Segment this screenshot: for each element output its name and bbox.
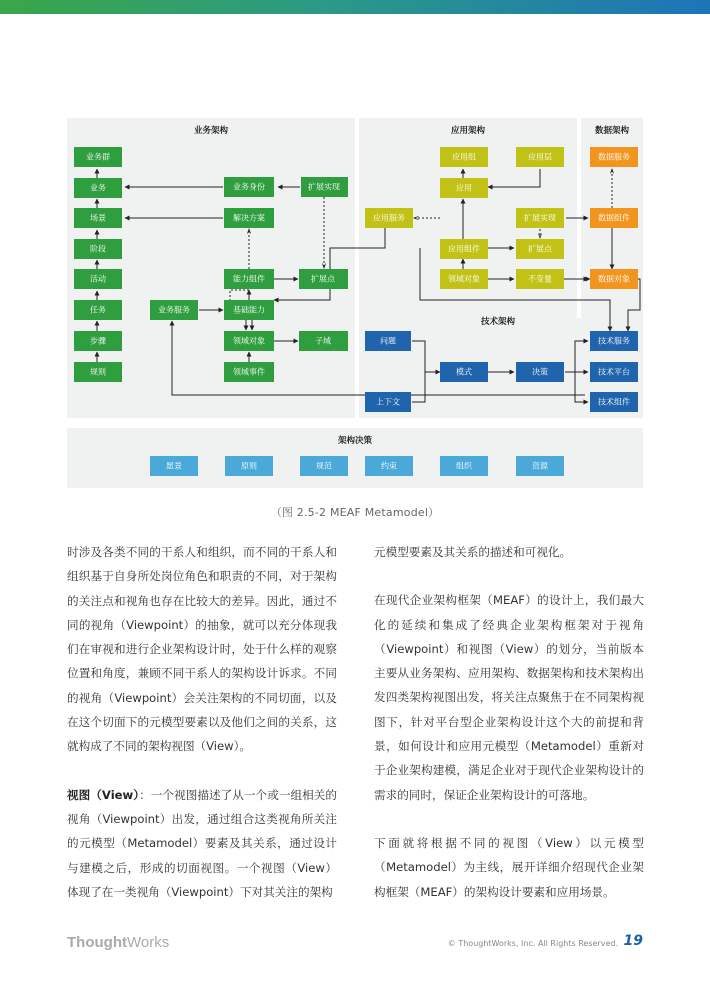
copyright-text: © ThoughtWorks, Inc. All Rights Reserved. <box>447 939 618 948</box>
node-context: 上下文 <box>376 397 400 407</box>
node-ability-component: 能力组件 <box>233 274 265 284</box>
node-data-service: 数据服务 <box>598 152 630 162</box>
figure-caption: （图 2.5-2 MEAF Metamodel） <box>270 506 440 519</box>
technology-section-title: 技术架构 <box>480 317 516 327</box>
node-vision: 愿景 <box>166 461 182 471</box>
node-app-domain-object: 领域对象 <box>448 274 480 284</box>
node-pattern: 模式 <box>456 367 472 377</box>
node-biz-ext-point: 扩展点 <box>311 274 335 284</box>
node-principle: 原则 <box>241 461 257 471</box>
node-problem: 问题 <box>380 336 396 346</box>
node-solution: 解决方案 <box>233 213 265 223</box>
node-biz-domain-object: 领域对象 <box>233 336 265 346</box>
paragraph: 在现代企业架构框架（MEAF）的设计上，我们最大化的延续和集成了经典企业架构框架对于视角（Viewpoint）和视图（View）的划分，当前版本主要从业务架构、应用架构、数据架构和技术架构出发四类架构视图出发，将关注点聚焦于在不同架构视图下，针对平台型企业架构设计这个大的前提和背景，如何设计和应用元模型（Metamodel）重新对于企业架构建模，满足企业对于现代企业架构设计的需求的同时，保证企业架构设计的可落地。 <box>374 593 644 802</box>
logo-light: Works <box>126 934 170 951</box>
paragraph: 下面就将根据不同的视图（View）以元模型（Metamodel）为主线，展开详细介绍现代企业架构框架（MEAF）的架构设计要素和应用场景。 <box>374 835 644 899</box>
node-app: 应用 <box>456 183 472 193</box>
data-section-title: 数据架构 <box>594 126 630 136</box>
node-decision: 决策 <box>532 367 548 377</box>
term-view: 视图（View） <box>67 787 140 802</box>
paragraph-body: ：一个视图描述了从一个或一组相关的视角（Viewpoint）出发，通过组合这类视角所关注的元模型（Metamodel）要素及其关系，通过设计与建模之后，形成的切面视图。一个视图（View）体现了在一类视角（Viewpoint）下对其关注的架构 <box>67 787 337 899</box>
node-app-layer: 应用层 <box>528 152 552 162</box>
node-resource: 资源 <box>532 461 548 471</box>
node-invariant: 不变量 <box>528 274 552 284</box>
text-column-right <box>374 540 644 928</box>
node-activity: 活动 <box>90 274 106 284</box>
node-app-ext-impl: 扩展实现 <box>524 213 556 223</box>
node-domain-event: 领域事件 <box>233 367 265 377</box>
paragraph: 元模型要素及其关系的描述和可视化。 <box>374 545 572 559</box>
node-business-identity: 业务身份 <box>233 182 265 192</box>
paragraph <box>67 783 337 904</box>
node-app-group: 应用组 <box>452 152 476 162</box>
page-number: 19 <box>623 933 643 949</box>
paragraph: 时涉及各类不同的干系人和组织，而不同的干系人和组织基于自身所处岗位角色和职责的不同，对于架构的关注点和视角也存在比较大的差异。因此，通过不同的视角（Viewpoint）的抽象，就可以充分体现我们在审视和进行企业架构设计时，处于什么样的观察位置和角度，兼顾不同干系人的架构设计诉求。不同的视角（Viewpoint）会关注架构的不同切面，以及在这个切面下的元模型要素以及他们之间的关系，这就构成了不同的架构视图（View）。 <box>67 545 337 754</box>
node-data-component: 数据组件 <box>598 213 630 223</box>
meaf-metamodel-diagram <box>0 0 710 500</box>
decision-section-title: 架构决策 <box>337 436 373 446</box>
business-section-title: 业务架构 <box>193 126 229 136</box>
node-scene: 场景 <box>90 213 106 223</box>
node-app-ext-point: 扩展点 <box>528 244 552 254</box>
node-organization: 组织 <box>456 461 472 471</box>
node-biz-service: 业务服务 <box>158 305 190 315</box>
logo-bold: Thought <box>67 934 127 951</box>
node-app-service: 应用服务 <box>373 213 405 223</box>
node-task: 任务 <box>90 305 106 315</box>
node-base-ability: 基础能力 <box>233 305 265 315</box>
node-tech-platform: 技术平台 <box>598 367 630 377</box>
node-step: 步骤 <box>90 336 106 346</box>
node-subdomain: 子域 <box>315 336 331 346</box>
node-app-component: 应用组件 <box>448 244 480 254</box>
text-column-left <box>67 540 337 928</box>
node-business: 业务 <box>90 183 106 193</box>
node-standard: 规范 <box>316 461 332 471</box>
application-section-title: 应用架构 <box>450 126 486 136</box>
node-business-group: 业务群 <box>86 152 110 162</box>
node-tech-component: 技术组件 <box>598 397 630 407</box>
node-rule: 规则 <box>90 367 106 377</box>
node-biz-ext-impl: 扩展实现 <box>308 182 340 192</box>
node-stage: 阶段 <box>90 244 106 254</box>
node-data-object: 数据对象 <box>598 274 630 284</box>
node-tech-service: 技术服务 <box>598 336 630 346</box>
thoughtworks-logo <box>67 934 169 951</box>
node-constraint: 约束 <box>381 461 397 471</box>
